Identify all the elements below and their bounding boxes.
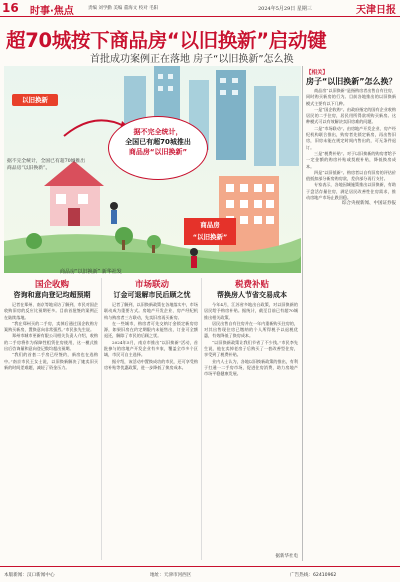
sidebar-paragraph: 专家表示，各地因城施策推出以旧换新，有助于盘活存量住房，满足居民改善性住房需求，推动房地产市场止跌回稳。 — [306, 182, 396, 201]
sidebar-title: 房子“以旧换新”怎么换？ — [306, 77, 397, 86]
section-1-body — [4, 302, 98, 560]
bubble-line-2: 全国已有超70城推出 — [125, 138, 191, 146]
sidebar-paragraph: 一是“国企收购”。由政府指定的国有企业收购居民的二手住房，居民用所得款项购买新房。这种模式可以有效解决卖旧房难的问题。 — [306, 106, 396, 125]
page-footer — [0, 566, 400, 582]
page-header — [0, 0, 400, 17]
section-2-paragraph: 2024年5月，南京市推出“以旧换新”活动，首批参与的房地产开发企业有多家，覆盖全市多个区域，市民可自主选择。 — [104, 339, 198, 358]
editors: 责编 刘学勤 美编 董海文 校对 毛阳 — [88, 6, 159, 11]
bubble-line-1: 据不完全统计， — [133, 128, 183, 136]
footer-address: 地址：天津市河西区 — [150, 573, 192, 578]
section-2-subtitle: 订金可退解市民后顾之忧 — [113, 291, 191, 299]
section-name: 时事·焦点 — [30, 6, 74, 17]
sign-line-2: “以旧换新” — [192, 233, 228, 241]
issue-date: 2024年5月29日 星期三 — [258, 6, 312, 12]
section-2-paragraph: 在一些城市，购房者可先交纳订金锁定新房房源，如果旧房在约定期限内未能售出，订金可全额退还，解除了市民的后顾之忧。 — [104, 320, 198, 339]
section-3-paragraph: 今年4月，江苏省多地出台政策，对以旧换新的居民给予购房补贴。据统计，截至目前已有超70城推出相关政策。 — [204, 302, 298, 320]
sidebar-body — [306, 88, 396, 560]
headline: 超70城按下商品房“以旧换新”启动键 — [6, 29, 327, 52]
section-3-paragraph: 居民出售自有住房并在一年内重新购买住房的，对其出售现住房已缴纳的个人所得税予以退税优惠，有效降低了换房成本。 — [204, 320, 298, 339]
section-2-title: 市场联动 — [134, 280, 169, 290]
footer-ad-hotline: 广告热线：62410962 — [290, 573, 337, 578]
illustration — [4, 66, 301, 273]
sidebar-divider — [302, 66, 303, 561]
column-divider — [201, 278, 202, 560]
newspaper-name: 天津日报 — [356, 5, 396, 16]
column-divider — [101, 278, 102, 560]
section-1-paragraph: “我在郑州买的二手房，卖掉后通过国企收购方案购买新房，置换意向非常强烈。”市民张先生说。 — [4, 320, 98, 333]
section-3-byline: 据新华社电 — [275, 554, 298, 559]
section-2-body — [104, 302, 198, 560]
sidebar-paragraph: 三是“税费补贴”。对于以旧换新的购房者给予一定金额的购房补贴或契税补贴，降低换房成本。 — [306, 150, 396, 169]
page-number: 16 — [2, 1, 19, 15]
sidebar-byline: 综合央视新闻、中国证券报 — [342, 201, 396, 207]
section-3-paragraph: “以旧换新政策让我们节省了不少钱。”市民李先生说，他在卖掉老房子后购买了一套改善型住房，享受到了税费补贴。 — [204, 339, 298, 358]
section-1-title: 国企收购 — [34, 280, 69, 290]
illustration-caption: 据不完全统计，全国已有超70城推出商品房“以旧换新”。 — [7, 159, 86, 171]
section-1-subtitle: 咨询和意向登记均超预期 — [13, 291, 91, 299]
section-3-body — [204, 302, 298, 552]
section-1-paragraph: “我们的首套二手房已经签约，新房也在选购中。”南京市民王女士说，以旧换新解决了她卖旧买新的时间差难题，减轻了资金压力。 — [4, 352, 98, 370]
section-1-paragraph: 记者在郑州、南京等地采访了解到，市民对国企收购旧房的反应比预期更多。目前首批签约案例正在陆续落地。 — [4, 302, 98, 320]
section-2-paragraph: 据介绍，该活动中置换成功的市民，还可享受购房补贴等优惠政策，进一步降低了换房成本。 — [104, 358, 198, 370]
bubble-line-3: 商品房“以旧换新” — [128, 148, 188, 156]
footer-left: 本版新闻：汉口新闻中心 — [4, 573, 55, 578]
trade-in-badge: 以旧换新 — [12, 94, 58, 106]
sign-line-1: 商品房 — [200, 221, 220, 229]
subheadline: 首批成功案例正在落地 房子“以旧换新”怎么换 — [90, 54, 294, 65]
sidebar-paragraph: 商品房“以旧换新”是指购房者出售自有住房，同时购买新房的行为。目前各地推出的以旧换新模式主要有以下几种。 — [306, 88, 396, 106]
sidebar-paragraph: 四是“以旧抵新”。购房者以自有旧房的评估价值抵扣部分新房购房款，差价部分再行支付。 — [306, 169, 396, 182]
section-3-subtitle: 帮换房人节省交易成本 — [217, 291, 287, 299]
section-3-paragraph: 业内人士认为，各地以旧换新政策的推出，有利于打通一二手房市场，促进住房消费，助力房地产市场平稳健康发展。 — [204, 358, 298, 377]
illustration-credit: 商品房“以旧换新” 新华社发 — [60, 269, 122, 275]
sidebar-tag: 【相关】 — [306, 70, 329, 76]
section-1-paragraph: 郑州市城市更新有限公司相关负责人介绍，收购的二手房将作为保障性租赁住房使用，这一模式推出后咨询量和意向登记数均超出预期。 — [4, 333, 98, 352]
section-3-title: 税费补贴 — [234, 280, 269, 290]
sidebar-paragraph: 二是“市场联动”。由房地产开发企业、房产经纪机构联合推出，购房者先锁定新房，再出售旧房，旧房未能在规定时间内售出的，可无条件退订。 — [306, 125, 396, 150]
section-2-paragraph: 记者了解到，以旧换新政策在各地落实中，市场联动成为重要方式。房地产开发企业、房产经纪机构与购房者三方联动，先卖旧房再买新房。 — [104, 302, 198, 320]
stat-bubble — [108, 116, 208, 180]
trade-in-sign — [184, 218, 236, 245]
